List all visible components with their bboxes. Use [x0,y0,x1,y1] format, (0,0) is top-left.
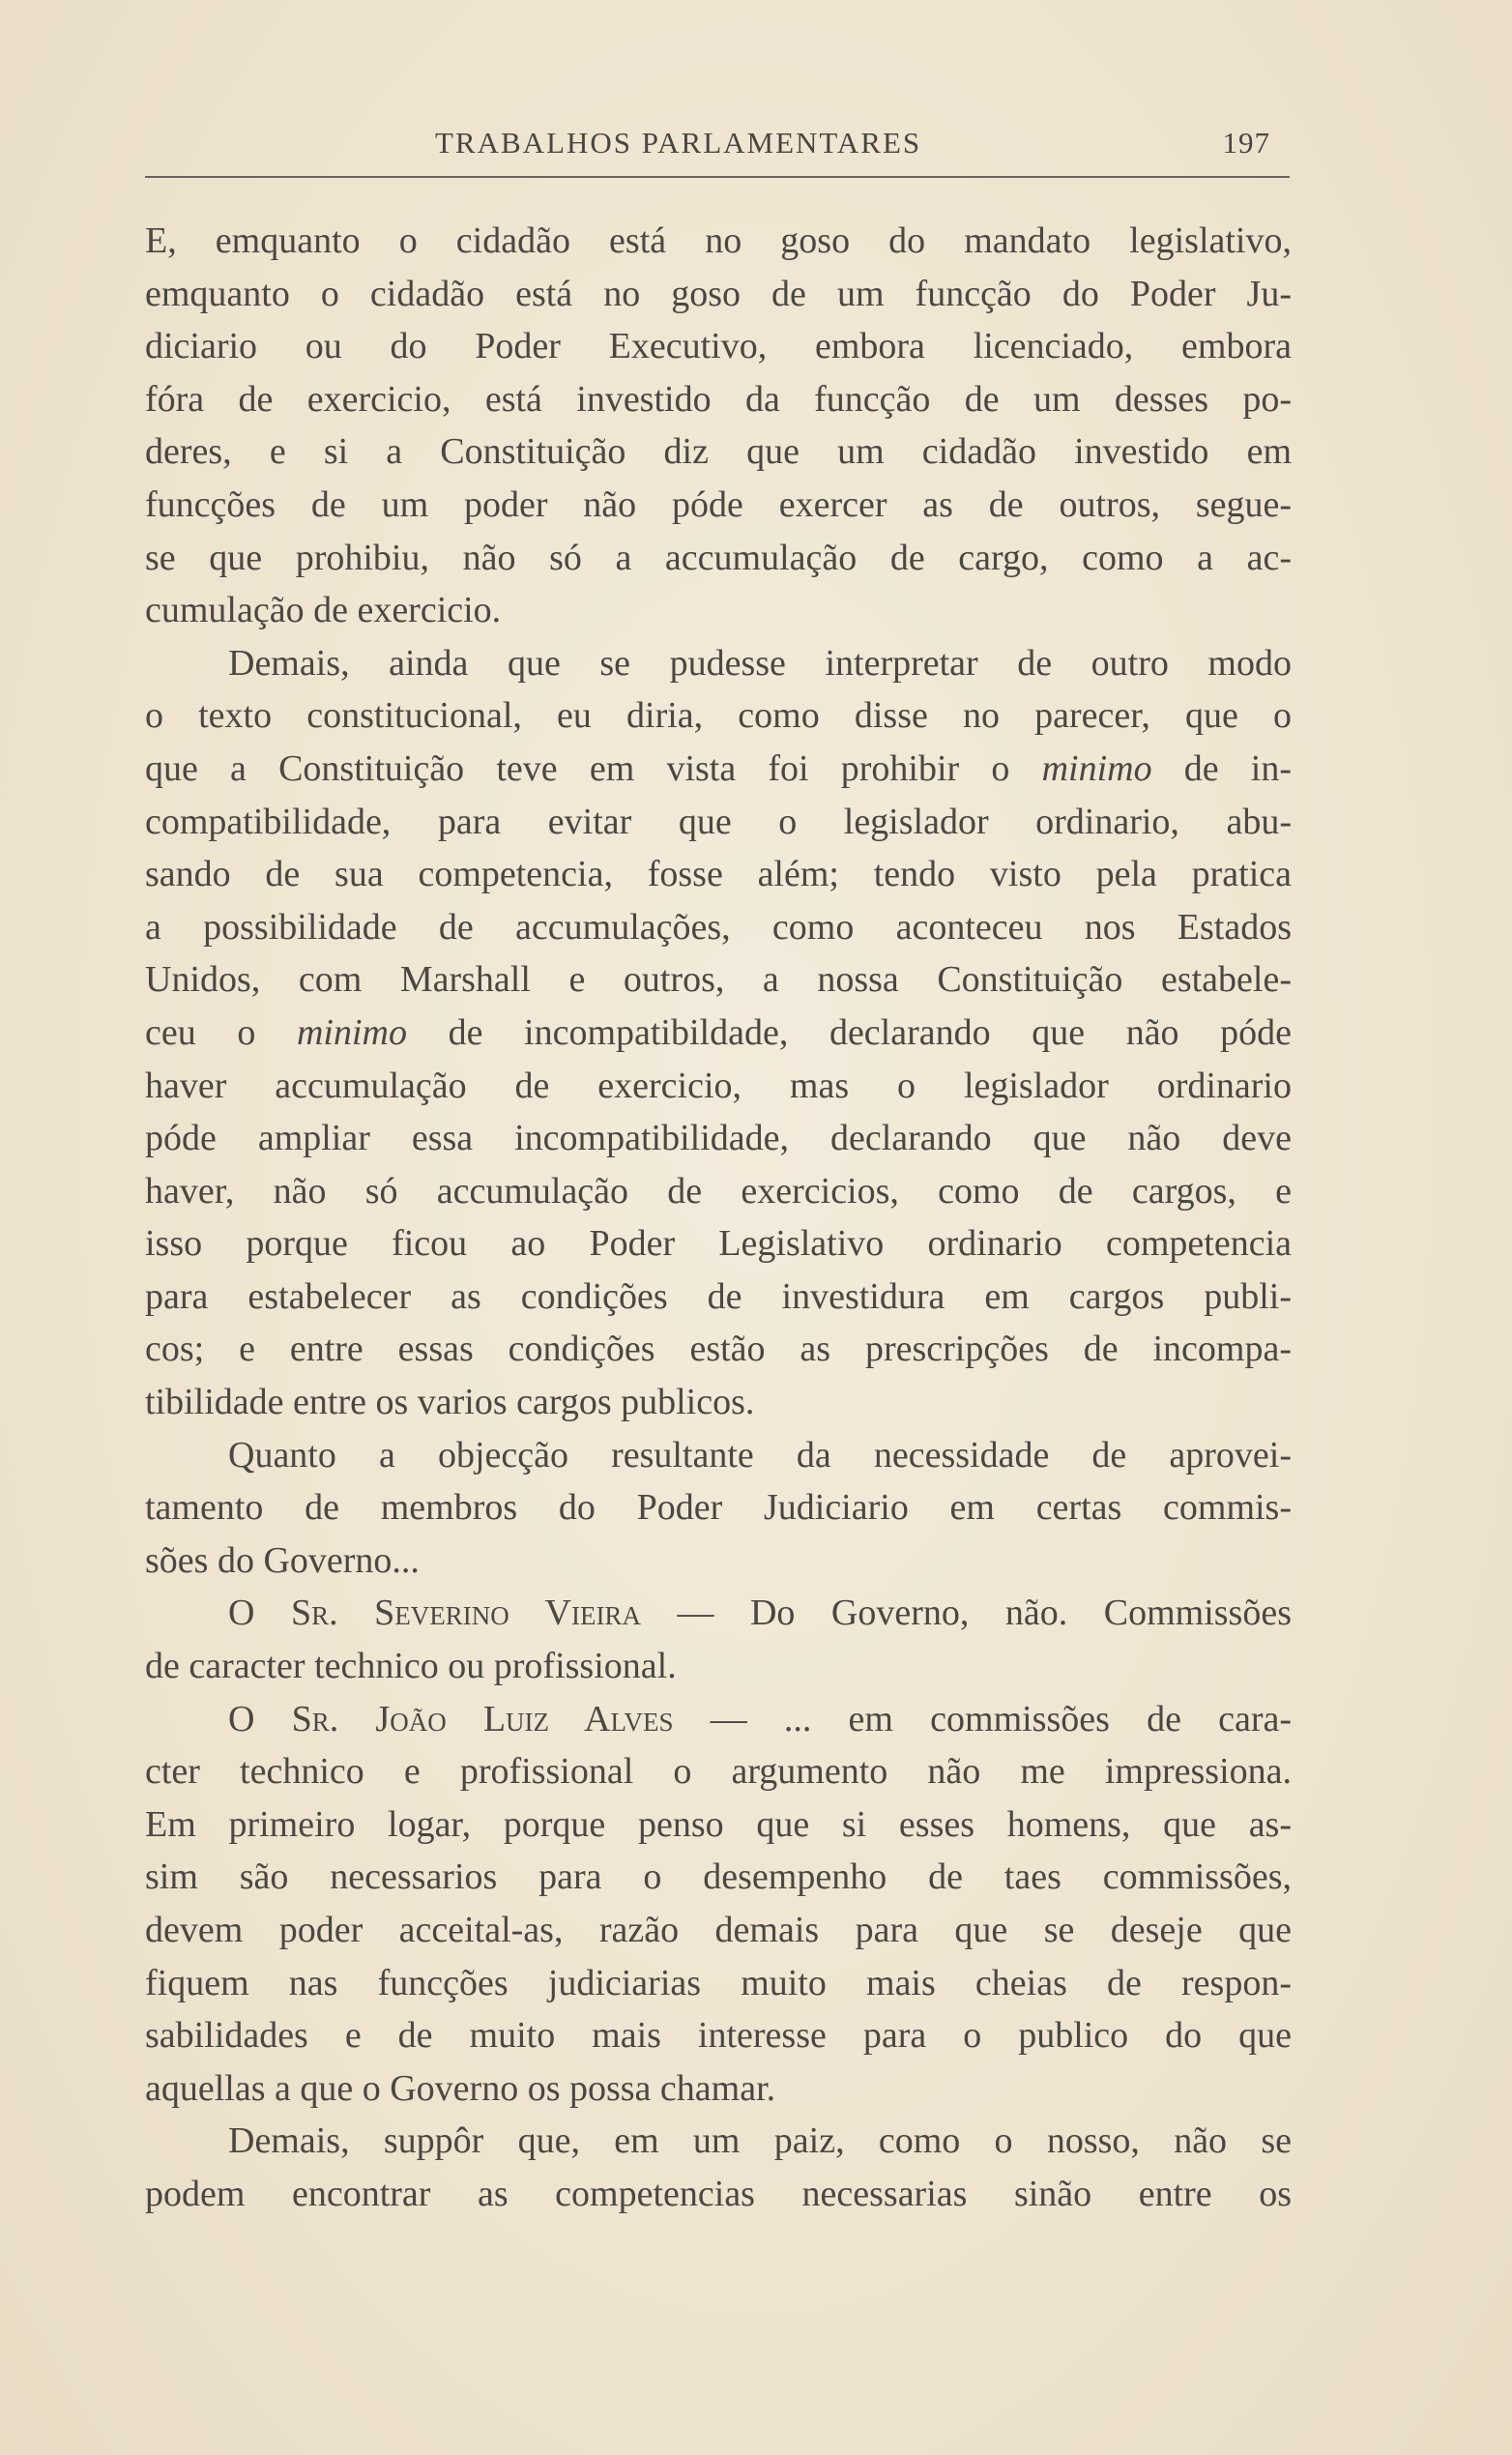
text-line [145,743,1292,796]
text-segment: — Do Governo, não. Commissões [640,1593,1292,1634]
text-line: tibilidade entre os varios cargos publicos. [145,1382,755,1423]
text-segment: que a Constituição teve em vista foi prohibir o [145,747,1010,789]
text-line: isso porque ficou ao Poder Legislativo ordinario competencia [145,1223,1292,1265]
text-line: sim são necessarios para o desempenho de taes commissões, [145,1856,1292,1898]
text-line: funcções de um poder não póde exercer as de outros, segue- [145,483,1292,525]
text-line: haver accumulação de exercicio, mas o legislador ordinario [145,1065,1292,1106]
text-line: de caracter technico ou profissional. [145,1646,677,1687]
paragraph-1 [145,215,1292,637]
text-line: cumulação de exercicio. [145,590,502,631]
speaker-name: O Sr. Severino Vieira [228,1593,641,1634]
paragraph-5 [145,1693,1292,2116]
text-line: tamento de membros do Poder Judiciario em certas commis- [145,1487,1292,1529]
text-segment: ceu o [145,1011,256,1053]
text-line: compatibilidade, para evitar que o legislador ordinario, abu- [145,801,1292,842]
text-line: Em primeiro logar, porque penso que si esses homens, que as- [145,1803,1292,1845]
text-line: cos; e entre essas condições estão as prescripções de incompa- [145,1329,1292,1370]
text-line: deres, e si a Constituição diz que um cidadão investido em [145,431,1292,473]
text-line: a possibilidade de accumulações, como aconteceu nos Estados [145,906,1292,948]
paragraph-3 [145,1429,1292,1588]
italic-term: minimo [1041,747,1152,789]
text-line: Unidos, com Marshall e outros, a nossa Constituição estabele- [145,959,1292,1001]
text-line: podem encontrar as competencias necessarias sinão entre os [145,2173,1292,2214]
text-line: sabilidades e de muito mais interesse para o publico do que [145,2015,1292,2057]
text-line: sando de sua competencia, fosse além; tendo visto pela pratica [145,854,1292,895]
text-line: Demais, ainda que se pudesse interpretar de outro modo [228,642,1292,684]
text-segment: de incompatibildade, declarando que não póde [448,1011,1293,1053]
text-line [145,1587,1292,1640]
page-header [145,124,1290,178]
text-line [145,1007,1292,1060]
text-line: Demais, suppôr que, em um paiz, como o nosso, não se [228,2120,1292,2162]
text-line: E, emquanto o cidadão está no goso do mandato legislativo, [145,220,1292,261]
paragraph-6 [145,2115,1292,2220]
body-text [145,215,1292,2221]
running-title: TRABALHOS PARLAMENTARES [435,126,922,160]
text-segment: de in- [1183,747,1293,789]
text-line [145,1693,1292,1746]
text-line: póde ampliar essa incompatibilidade, declarando que não deve [145,1118,1292,1159]
text-line: sões do Governo... [145,1539,420,1581]
text-line: Quanto a objecção resultante da necessidade de aprovei- [228,1434,1292,1476]
text-line: emquanto o cidadão está no goso de um funcção do Poder Ju- [145,273,1292,314]
text-line: haver, não só accumulação de exercicios, como de cargos, e [145,1170,1292,1212]
speaker-name: O Sr. João Luiz Alves [228,1698,674,1739]
text-line: o texto constitucional, eu diria, como disse no parecer, que o [145,695,1292,737]
page-number: 197 [1222,126,1270,160]
text-line: para estabelecer as condições de investidura em cargos publi- [145,1275,1292,1317]
italic-term: minimo [296,1011,407,1053]
text-segment: — ... em commissões de cara- [673,1698,1293,1739]
text-line: devem poder acceital-as, razão demais para que se deseje que [145,1910,1292,1950]
text-line: se que prohibiu, não só a accumulação de cargo, como a ac- [145,537,1292,578]
text-line: diciario ou do Poder Executivo, embora licenciado, embora [145,326,1292,367]
paragraph-2 [145,637,1292,1429]
text-line: fóra de exercicio, está investido da funcção de um desses po- [145,378,1292,420]
text-line: cter technico e profissional o argumento não me impressiona. [145,1751,1292,1793]
paragraph-4 [145,1587,1292,1692]
text-line: aquellas a que o Governo os possa chamar. [145,2067,776,2109]
text-line: fiquem nas funcções judiciarias muito mais cheias de respon- [145,1962,1292,2003]
